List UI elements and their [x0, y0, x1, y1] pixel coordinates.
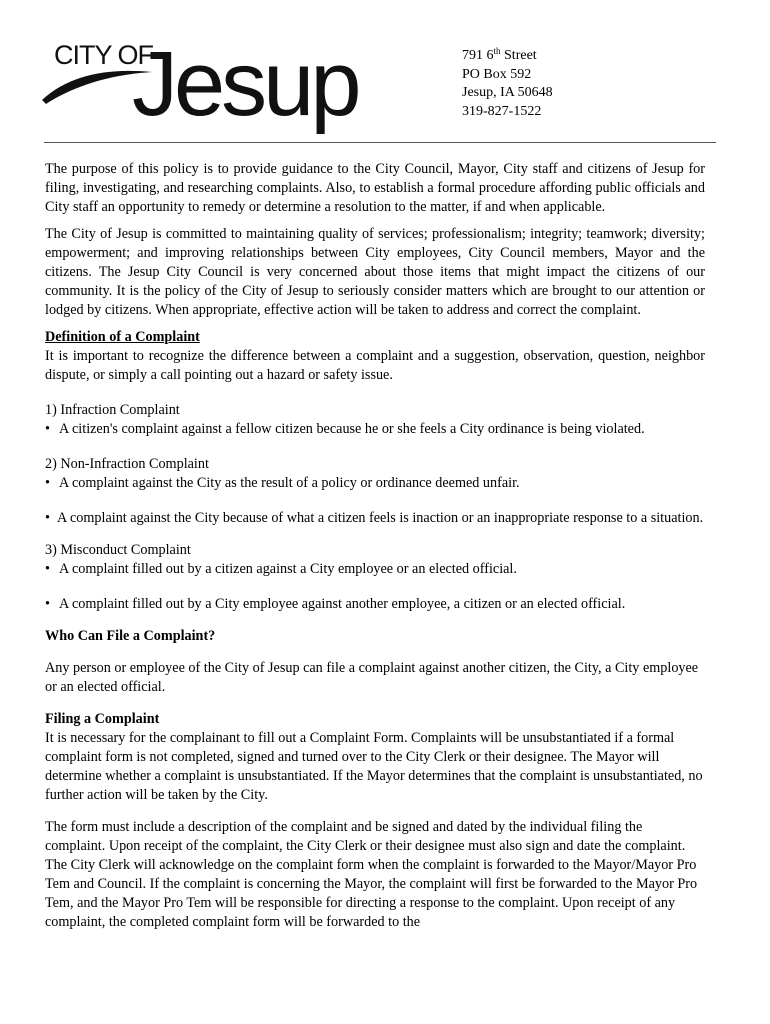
- policy-body: [45, 160, 705, 932]
- noninfraction-bullet-2-text: A complaint against the City because of what a citizen feels is inaction or an inappropriate response to a situation.: [57, 510, 704, 526]
- noninfraction-bullet-1-text: A complaint against the City as the result of a policy or ordinance deemed unfair.: [59, 475, 520, 491]
- bullet-dot: •: [45, 596, 50, 612]
- logo-jesup-text: Jesup: [132, 33, 358, 135]
- bullet-dot: •: [45, 510, 50, 526]
- bullet-dot: •: [45, 561, 50, 577]
- address-street-name: Street: [500, 48, 537, 63]
- logo-city-of-text: CITY OF: [54, 40, 154, 70]
- misconduct-bullet-2: [45, 595, 705, 614]
- definition-heading: Definition of a Complaint: [45, 329, 200, 345]
- noninfraction-bullet-1: [45, 474, 705, 493]
- address-po-box: PO Box 592: [462, 66, 532, 82]
- infraction-bullet: [45, 420, 705, 439]
- noninfraction-complaint-title: 2) Non-Infraction Complaint: [45, 456, 209, 472]
- bullet-dot: •: [45, 475, 50, 491]
- who-can-file-heading: Who Can File a Complaint?: [45, 628, 216, 644]
- filing-heading: Filing a Complaint: [45, 711, 160, 727]
- form-requirements-paragraph: The form must include a description of the complaint and be signed and dated by the individual filing the complaint. Upon receipt of the complaint, the City Clerk or their designee must also sign and date the complaint. The City Clerk will acknowledge on the complaint form when the complaint is forwarded to the Mayor/Mayor Pro Tem and Council. If the complaint is concerning the Mayor, the complaint will first be forwarded to the Mayor Pro Tem, and the Mayor Pro Tem will be responsible for directing a response to the complaint. Upon receipt of any complaint, the completed complaint form will be forwarded to the: [45, 819, 698, 930]
- commitment-paragraph: The City of Jesup is committed to maintaining quality of services; professionalism; integrity; teamwork; diversity; empowerment; and improving relationships between City employees, City Council members, Mayor and the citizens. The Jesup City Council is very concerned about those items that might impact the citizens of our community. It is the policy of the City of Jesup to seriously consider matters which are brought to our attention or lodged by citizens. When appropriate, effective action will be taken to address and correct the complaint.: [45, 226, 705, 318]
- address-phone: 319-827-1522: [462, 103, 542, 119]
- filing-paragraph: It is necessary for the complainant to fill out a Complaint Form. Complaints will be unsubstantiated if a formal complaint form is not completed, signed and turned over to the City Clerk or their designee. The Mayor will determine whether a complaint is unsubstantiated. If the Mayor determines that the complaint is unsubstantiated, no further action will be taken by the City.: [45, 730, 703, 803]
- address-street-number: 791 6: [462, 48, 494, 63]
- misconduct-bullet-2-text: A complaint filled out by a City employee against another employee, a citizen or an elected official.: [59, 596, 626, 612]
- infraction-bullet-text: A citizen's complaint against a fellow citizen because he or she feels a City ordinance is being violated.: [59, 421, 645, 437]
- address-street-suffix: th: [493, 46, 501, 56]
- definition-paragraph: It is important to recognize the difference between a complaint and a suggestion, observation, question, neighbor dispute, or simply a call pointing out a hazard or safety issue.: [45, 348, 705, 383]
- purpose-paragraph: The purpose of this policy is to provide guidance to the City Council, Mayor, City staff and citizens of Jesup for filing, investigating, and researching complaints. Also, to establish a formal procedure affording public officials and City staff an opportunity to remedy or determine a resolution to the matter, if and when applicable.: [45, 161, 705, 215]
- misconduct-bullet-1: [45, 560, 705, 579]
- misconduct-complaint-title: 3) Misconduct Complaint: [45, 542, 191, 558]
- address-city: Jesup, IA 50648: [462, 85, 553, 100]
- city-logo: [40, 33, 358, 148]
- noninfraction-bullet-2: [45, 509, 705, 528]
- misconduct-bullet-1-text: A complaint filled out by a citizen against a City employee or an elected official.: [59, 561, 517, 577]
- who-can-file-paragraph: Any person or employee of the City of Jesup can file a complaint against another citizen, the City, a City employee or an elected official.: [45, 660, 699, 695]
- infraction-complaint-title: 1) Infraction Complaint: [45, 402, 180, 418]
- header-divider: [44, 142, 716, 143]
- city-address-block: [462, 47, 553, 121]
- address-street: [462, 47, 553, 66]
- bullet-dot: •: [45, 421, 50, 437]
